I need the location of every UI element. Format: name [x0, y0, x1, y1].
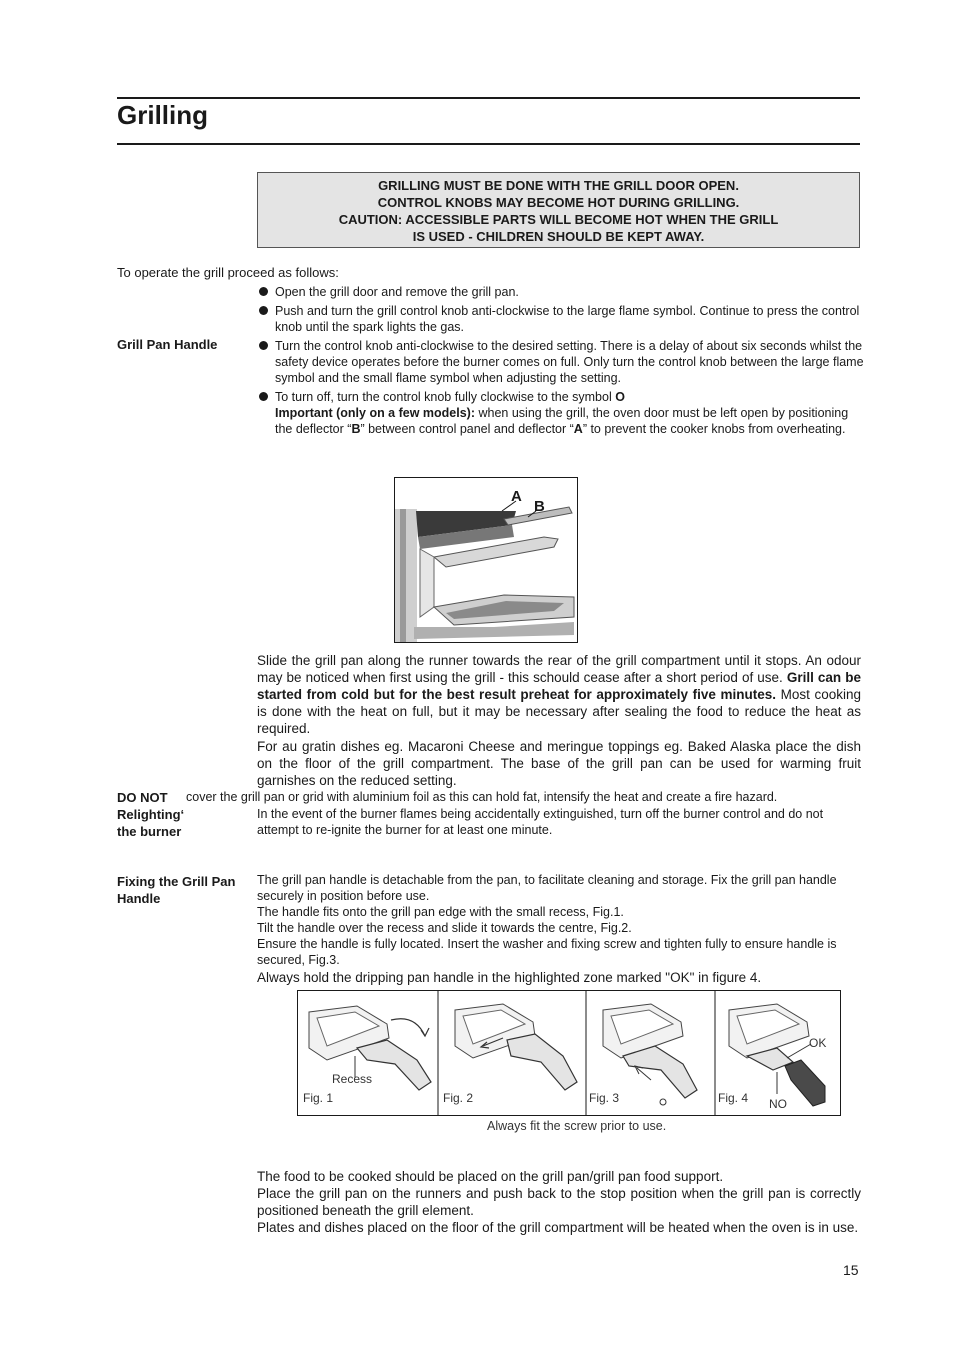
- slide-paragraph-1: Slide the grill pan along the runner towards the rear of the grill compartment until it stops. An odour may be noticed when first using the grill - this schould cease after a short period of use. Grill can be started from cold but for the best result preheat for approximately five minutes. Most cooking is done with the heat on full, but it may be necessary after sealing the food to reduce the heat as required.: [257, 653, 861, 736]
- fig4-label: Fig. 4: [718, 1091, 749, 1105]
- slide-paragraph-2: For au gratin dishes eg. Macaroni Cheese and meringue toppings eg. Baked Alaska place the dish on the floor of the grill compartment. The base of the grill pan can be used for warming fruit garnishes on the reduced setting.: [257, 739, 861, 788]
- closing-p1: The food to be cooked should be placed on the grill pan/grill pan food support.: [257, 1169, 724, 1184]
- label-do-not: DO NOT: [117, 790, 168, 805]
- page-number: 15: [843, 1262, 859, 1278]
- fixing-text: [257, 872, 861, 986]
- intro-text: To operate the grill proceed as follows:: [117, 265, 339, 280]
- warning-line-2: CONTROL KNOBS MAY BECOME HOT DURING GRILLING.: [377, 195, 740, 210]
- fixing-p5: Always hold the dripping pan handle in the highlighted zone marked "OK" in figure 4.: [257, 970, 762, 985]
- bullet-icon: [259, 306, 268, 315]
- fig2-label: Fig. 2: [443, 1091, 474, 1105]
- label-grill-pan-handle: Grill Pan Handle: [117, 337, 218, 352]
- fixing-p2: The handle fits onto the grill pan edge with the small recess, Fig.1.: [257, 905, 624, 919]
- relighting-text: In the event of the burner flames being accidentally extinguished, turn off the burner control and do not attempt to re-ignite the burner for at least one minute.: [257, 807, 824, 837]
- label-a: A: [511, 488, 522, 505]
- fig1-label: Fig. 1: [303, 1091, 334, 1105]
- page-title: Grilling: [117, 100, 208, 130]
- no-label: NO: [769, 1097, 787, 1111]
- fig3-label: Fig. 3: [589, 1091, 620, 1105]
- fixing-p3: Tilt the handle over the recess and slide it towards the centre, Fig.2.: [257, 921, 632, 935]
- label-relighting: Relighting‘ the burner: [117, 807, 185, 839]
- title-rule: [117, 143, 860, 145]
- closing-p3: Plates and dishes placed on the floor of the grill compartment will be heated when the oven is in use.: [257, 1220, 859, 1235]
- off-symbol: O: [615, 390, 625, 404]
- closing-p2: Place the grill pan on the runners and push back to the stop position when the grill pan is correctly positioned beneath the grill element.: [257, 1186, 861, 1218]
- step-4: To turn off, turn the control knob fully clockwise to the symbol O Important (only on a few models): when using the grill, the oven door must be left open by positioning the deflector “B” between control panel and deflector “A” to prevent the cooker knobs from overheating.: [275, 390, 849, 436]
- ok-label: OK: [809, 1036, 827, 1050]
- grill-deflector-illustration: [394, 477, 578, 643]
- fixing-p1: The grill pan handle is detachable from the pan, to facilitate cleaning and storage. Fix the grill pan handle securely in position before use.: [257, 873, 837, 903]
- bullet-icon: [259, 341, 268, 350]
- important-label: Important (only on a few models):: [275, 406, 476, 420]
- warning-box: [257, 172, 860, 248]
- step-3: Turn the control knob anti-clockwise to the desired setting. There is a delay of about six seconds whilst the safety device operates before the burner comes on full. Only turn the control knob between the large flame symbol and the small flame symbol when adjusting the setting.: [275, 339, 864, 385]
- preheat-note: Grill can be started from cold but for the best result preheat for approximately five minutes.: [257, 670, 861, 702]
- top-rule: [117, 97, 860, 99]
- warning-line-4: IS USED - CHILDREN SHOULD BE KEPT AWAY.: [412, 229, 705, 244]
- bullet-icon: [259, 392, 268, 401]
- handle-figures: [297, 990, 841, 1116]
- step-4-text: To turn off, turn the control knob fully clockwise to the symbol: [275, 390, 616, 404]
- step-2: Push and turn the grill control knob anti-clockwise to the large flame symbol. Continue to press the control knob until the spark lights the gas.: [275, 304, 860, 334]
- recess-label: Recess: [332, 1072, 373, 1086]
- warning-line-3: CAUTION: ACCESSIBLE PARTS WILL BECOME HOT WHEN THE GRILL: [338, 212, 779, 227]
- fixing-p4: Ensure the handle is fully located. Insert the washer and fixing screw and tighten fully to ensure handle is secured, Fig.3.: [257, 937, 837, 967]
- label-fixing: Fixing the Grill Pan Handle: [117, 874, 236, 906]
- label-b: B: [534, 498, 545, 515]
- figure-caption: Always fit the screw prior to use.: [487, 1119, 667, 1133]
- step-1: Open the grill door and remove the grill pan.: [275, 285, 519, 299]
- closing-text: [257, 1168, 861, 1236]
- bullet-icon: [259, 287, 268, 296]
- do-not-text: cover the grill pan or grid with aluminium foil as this can hold fat, intensify the heat and create a fire hazard.: [186, 790, 778, 804]
- warning-line-1: GRILLING MUST BE DONE WITH THE GRILL DOOR OPEN.: [378, 178, 739, 193]
